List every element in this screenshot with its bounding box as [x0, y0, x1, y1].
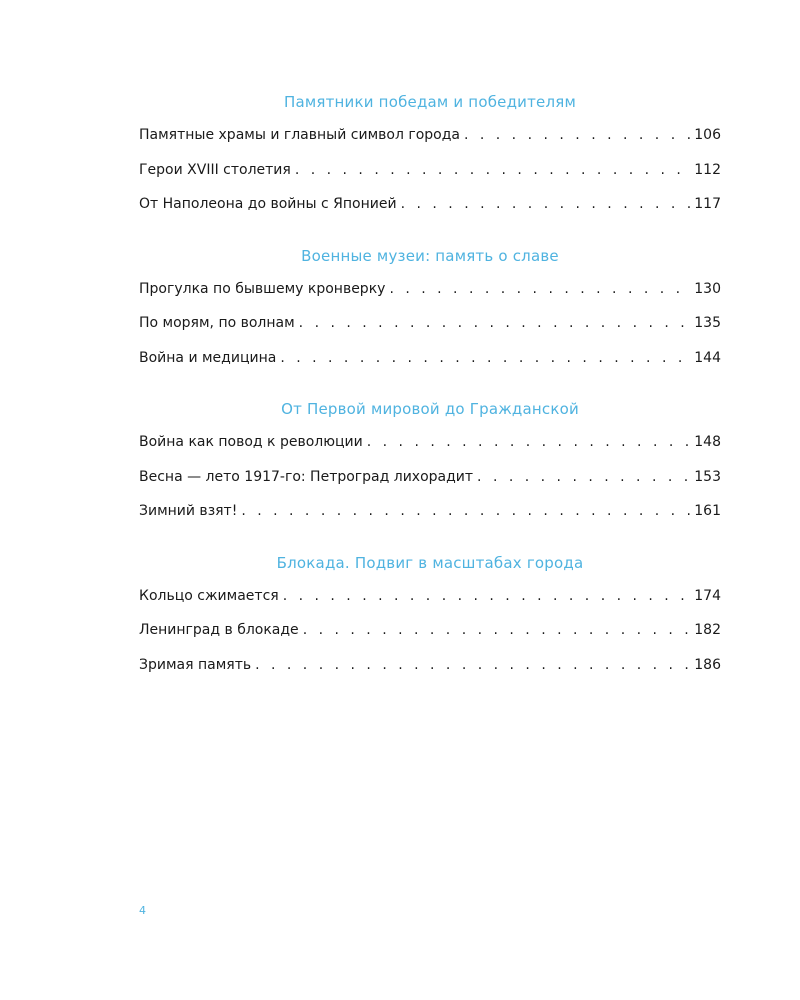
table-of-contents — [139, 90, 721, 704]
entry-title: Ленинград в блокаде — [139, 622, 299, 638]
toc-section — [139, 244, 721, 376]
section-title: От Первой мировой до Гражданской — [281, 400, 579, 418]
section-title: Военные музеи: память о славе — [301, 246, 559, 265]
entry-page-number: 130 — [694, 280, 721, 297]
toc-entry[interactable] — [139, 425, 721, 460]
dot-leader — [303, 613, 691, 648]
toc-entry[interactable] — [139, 272, 721, 307]
section-title: Блокада. Подвиг в масштабах города — [276, 553, 584, 572]
section-title: Памятники победам и победителям — [284, 93, 576, 111]
dot-leader — [255, 648, 690, 683]
toc-entry[interactable] — [139, 187, 721, 222]
entry-title: Памятные храмы и главный символ города — [139, 127, 460, 143]
dot-leader — [241, 494, 690, 529]
toc-entry[interactable] — [139, 153, 721, 188]
toc-section — [139, 551, 721, 683]
entry-title: Кольцо сжимается — [139, 587, 279, 604]
entry-title: Война как повод к революции — [139, 434, 363, 450]
entry-page-number: 186 — [694, 656, 721, 673]
entry-title: Зримая память — [139, 656, 252, 673]
toc-section — [139, 90, 721, 222]
dot-leader — [367, 425, 691, 460]
entry-title: Прогулка по бывшему кронверку — [139, 280, 386, 297]
entry-page-number: 106 — [694, 127, 721, 143]
toc-section — [139, 397, 721, 529]
dot-leader — [280, 341, 690, 376]
entry-title: Война и медицина — [139, 349, 277, 366]
entry-page-number: 112 — [694, 161, 721, 178]
entry-title: По морям, по волнам — [139, 315, 295, 331]
entry-page-number: 182 — [694, 622, 721, 638]
toc-entry[interactable] — [139, 460, 721, 495]
toc-entry[interactable] — [139, 306, 721, 341]
page-number: 4 — [139, 904, 146, 917]
dot-leader — [389, 272, 690, 307]
toc-entry[interactable] — [139, 579, 721, 614]
entry-page-number: 161 — [694, 503, 721, 519]
toc-entry[interactable] — [139, 613, 721, 648]
dot-leader — [464, 118, 690, 153]
entry-page-number: 148 — [694, 434, 721, 450]
entry-title: Герои XVIII столетия — [139, 161, 291, 178]
toc-entry[interactable] — [139, 648, 721, 683]
entry-page-number: 144 — [694, 349, 721, 366]
toc-entry[interactable] — [139, 118, 721, 153]
entry-title: От Наполеона до войны с Японией — [139, 196, 397, 212]
entry-page-number: 174 — [694, 587, 721, 604]
dot-leader — [477, 460, 690, 495]
entry-title: Весна — лето 1917-го: Петроград лихорадит — [139, 468, 474, 485]
entry-page-number: 153 — [694, 468, 721, 485]
toc-entry[interactable] — [139, 341, 721, 376]
dot-leader — [299, 306, 691, 341]
entry-page-number: 117 — [694, 196, 721, 212]
dot-leader — [401, 187, 691, 222]
toc-entry[interactable] — [139, 494, 721, 529]
dot-leader — [283, 579, 691, 614]
entry-page-number: 135 — [694, 315, 721, 331]
dot-leader — [295, 153, 690, 188]
entry-title: Зимний взят! — [139, 503, 238, 519]
